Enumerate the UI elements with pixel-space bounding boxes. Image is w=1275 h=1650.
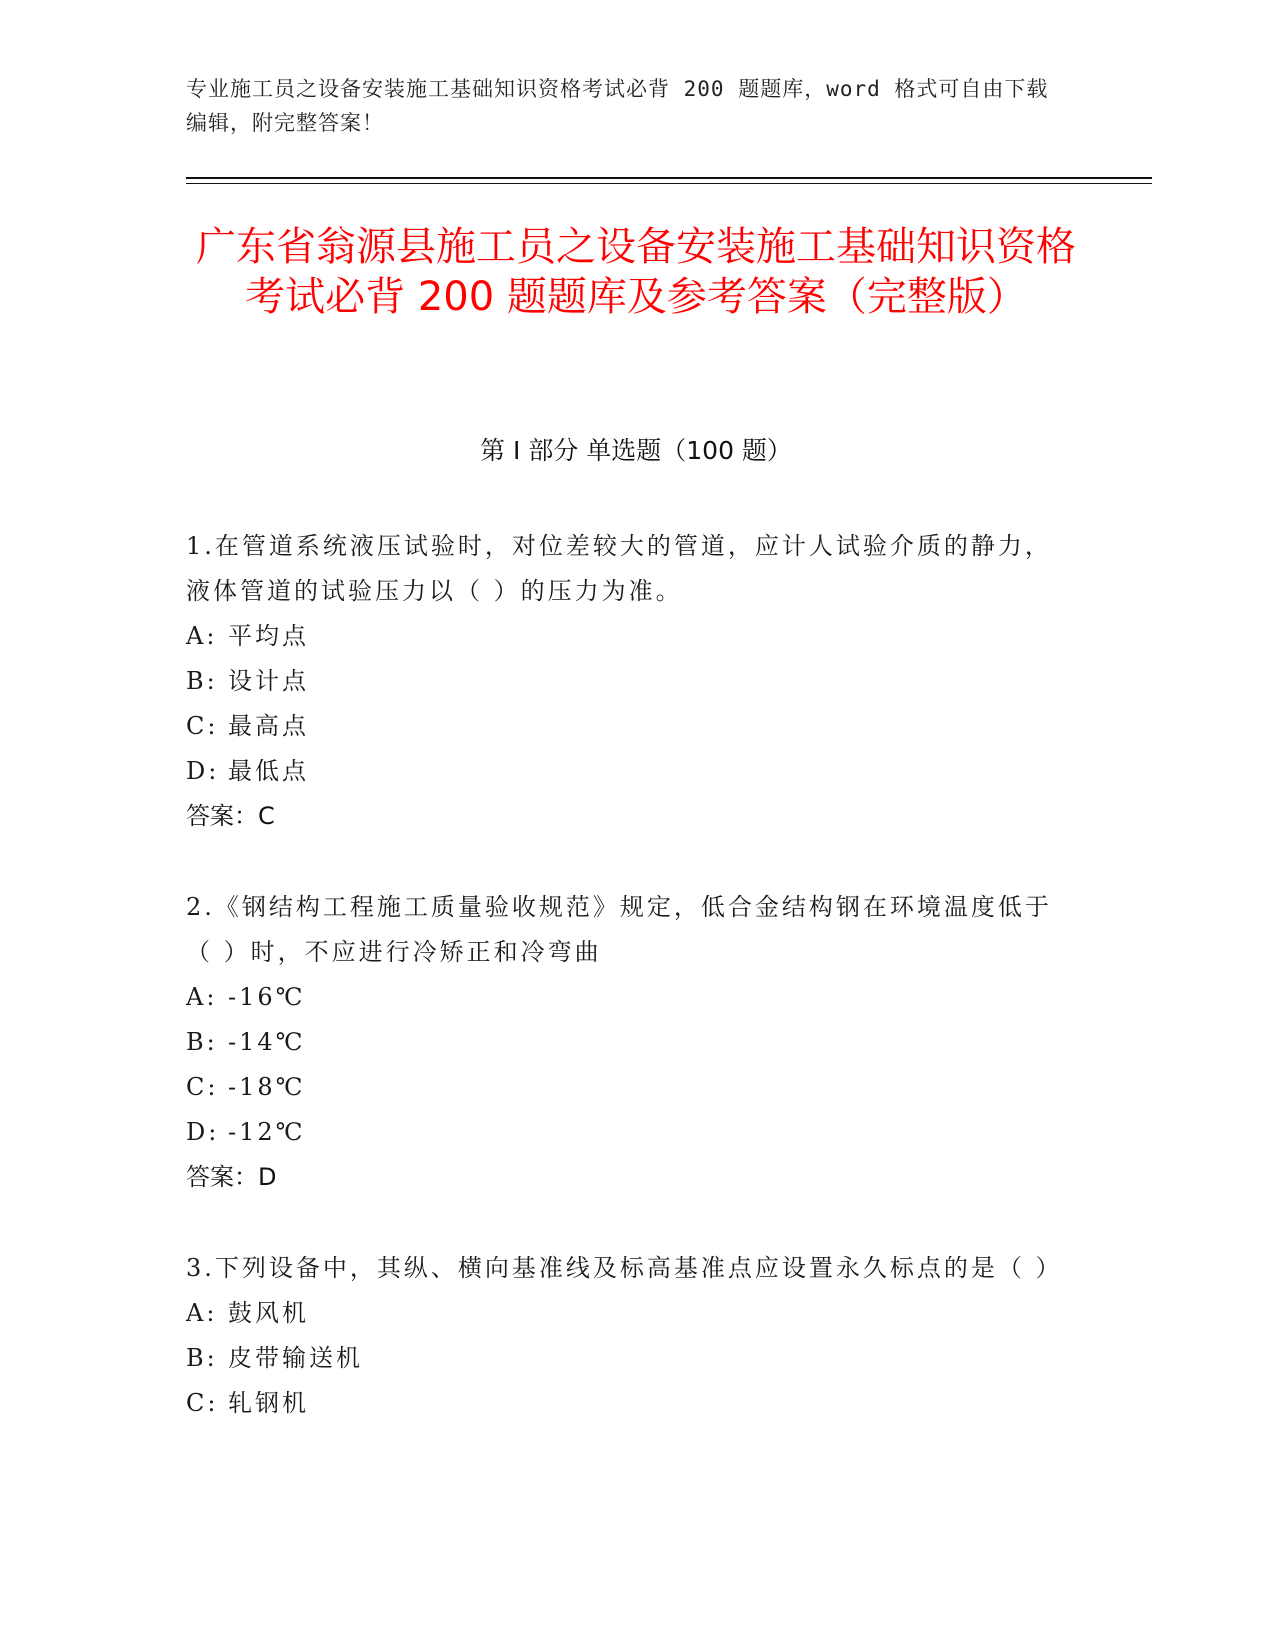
option-text: 设计点 (228, 667, 309, 695)
document-title: 广东省翁源县施工员之设备安装施工基础知识资格考试必背 200 题题库及参考答案（完整版） (196, 224, 1076, 320)
option-key: B: (186, 667, 218, 695)
question-1 (186, 524, 1066, 839)
option-c (186, 704, 1066, 749)
option-text: -12℃ (228, 1118, 306, 1146)
option-key: A: (186, 622, 218, 650)
option-text: 鼓风机 (228, 1299, 309, 1327)
header-note: 专业施工员之设备安装施工基础知识资格考试必背 200 题题库，word 格式可自由下载编辑，附完整答案！ (186, 77, 1049, 135)
option-a (186, 1291, 1066, 1336)
option-text: -16℃ (228, 983, 306, 1011)
option-key: D: (186, 757, 220, 785)
option-text: -14℃ (228, 1028, 306, 1056)
option-d (186, 749, 1066, 794)
option-text: 皮带输送机 (228, 1344, 363, 1372)
answer-line: 答案：D (186, 1163, 277, 1191)
option-d (186, 1110, 1066, 1155)
option-key: B: (186, 1344, 218, 1372)
option-text: 最低点 (228, 757, 309, 785)
option-key: C: (186, 712, 219, 740)
option-text: 平均点 (228, 622, 309, 650)
header-rule-thin (186, 183, 1152, 184)
section-title: 第 I 部分 单选题（100 题） (480, 436, 792, 465)
option-c (186, 1381, 1066, 1426)
question-stem: 1.在管道系统液压试验时，对位差较大的管道，应计人试验介质的静力，液体管道的试验压力以（ ）的压力为准。 (186, 532, 1052, 605)
option-b (186, 1336, 1066, 1381)
question-2 (186, 885, 1066, 1200)
option-key: C: (186, 1073, 219, 1101)
option-a (186, 614, 1066, 659)
answer-line: 答案：C (186, 802, 275, 830)
option-key: A: (186, 983, 218, 1011)
question-list (186, 524, 1066, 1472)
question-3 (186, 1246, 1066, 1426)
option-b (186, 1020, 1066, 1065)
option-c (186, 1065, 1066, 1110)
option-text: 轧钢机 (228, 1389, 309, 1417)
option-b (186, 659, 1066, 704)
option-key: C: (186, 1389, 219, 1417)
header-rule-thick (186, 177, 1152, 179)
question-stem: 2.《钢结构工程施工质量验收规范》规定，低合金结构钢在环境温度低于（ ）时，不应进行冷矫正和冷弯曲 (186, 893, 1052, 966)
option-key: D: (186, 1118, 220, 1146)
option-a (186, 975, 1066, 1020)
option-key: A: (186, 1299, 218, 1327)
option-text: 最高点 (228, 712, 309, 740)
question-stem: 3.下列设备中，其纵、横向基准线及标高基准点应设置永久标点的是（ ） (186, 1254, 1063, 1282)
option-key: B: (186, 1028, 218, 1056)
option-text: -18℃ (228, 1073, 306, 1101)
